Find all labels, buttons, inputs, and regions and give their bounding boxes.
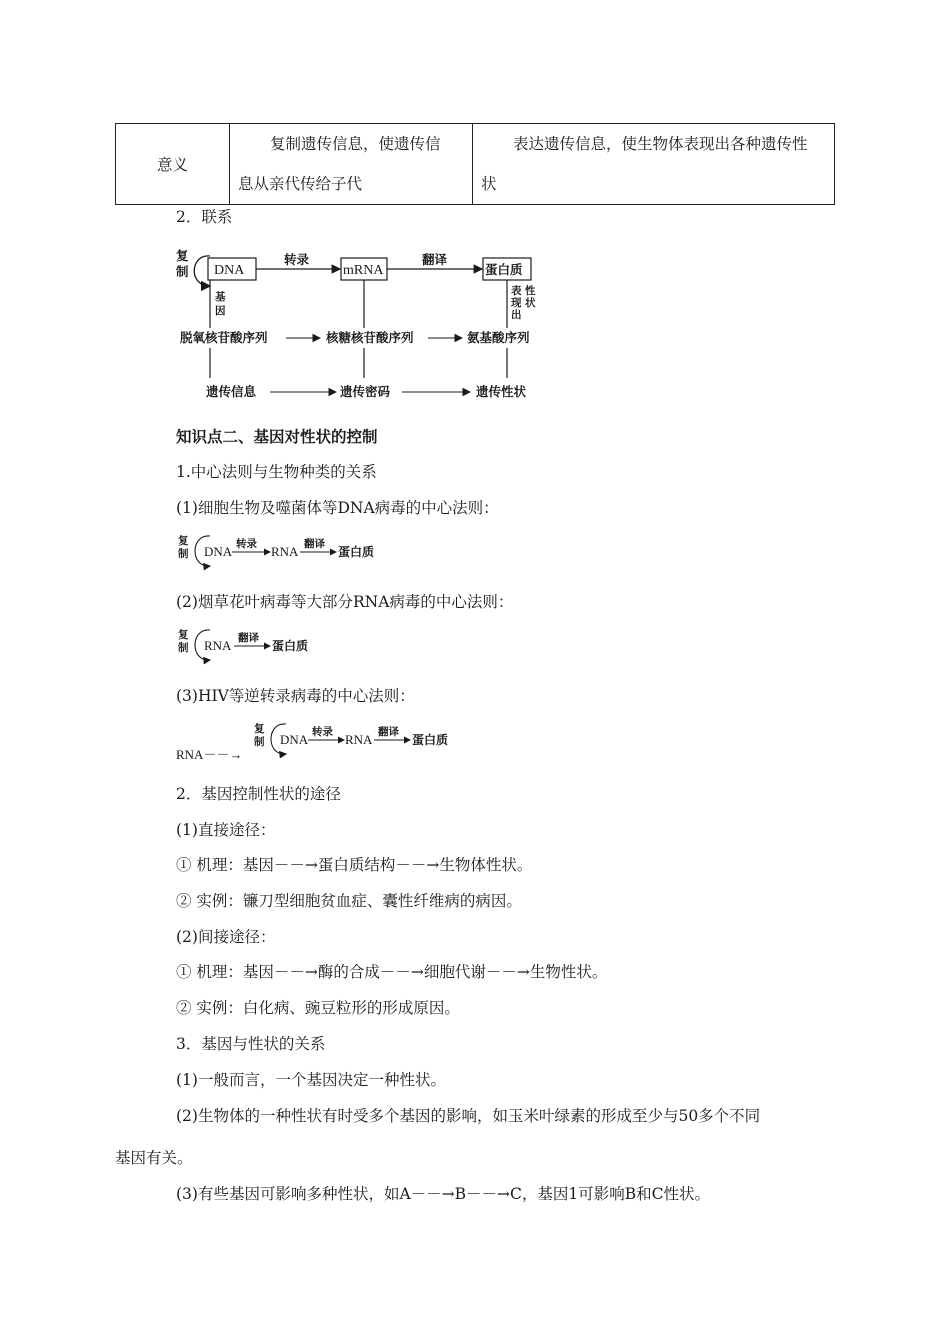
- amino-sequence-label: 氨基酸序列: [467, 330, 530, 345]
- rna-node: RNA: [345, 732, 373, 747]
- protein-node: 蛋白质: [272, 639, 309, 653]
- replication-meaning-line1: 复制遗传信息，使遗传信: [270, 135, 441, 153]
- relation-item-2-line1: (2)生物体的一种性状有时受多个基因的影响，如玉米叶绿素的形成至少与50多个不同: [176, 1107, 761, 1125]
- relation-item-1: (1)一般而言，一个基因决定一种性状。: [176, 1071, 446, 1089]
- dogma-diagram-dna: [176, 530, 396, 572]
- translation-label: 翻译: [378, 726, 399, 738]
- replication-meaning-line2: 息从亲代传给子代: [238, 175, 363, 193]
- replication-bottom: 制: [254, 736, 265, 748]
- gene-trait-relation-heading: 3．基因与性状的关系: [176, 1035, 326, 1053]
- gene-label-bottom: 因: [215, 305, 226, 317]
- genetic-info-label: 遗传信息: [206, 384, 257, 399]
- section-heading-connection: 2．联系: [176, 208, 233, 226]
- replication-bottom: 制: [178, 642, 189, 654]
- comparison-table-row: [115, 123, 835, 205]
- protein-label: 蛋白质: [485, 262, 523, 277]
- item-retrovirus: (3)HIV等逆转录病毒的中心法则：: [176, 687, 415, 705]
- indirect-path-heading: (2)间接途径：: [176, 928, 276, 946]
- dna-node: DNA: [280, 732, 309, 747]
- knowledge-point-title: 知识点二、基因对性状的控制: [176, 427, 378, 446]
- genetic-trait-label: 遗传性状: [476, 384, 527, 399]
- row-label: 意义: [156, 156, 188, 174]
- express-label-col1: 表现出: [511, 285, 522, 321]
- relation-item-3: (3)有些基因可影响多种性状，如A－－→B－－→C，基因1可影响B和C性状。: [176, 1185, 710, 1203]
- replication-label-top: 复: [176, 248, 189, 263]
- transcription-label: 转录: [236, 538, 257, 550]
- central-dogma-heading: 1.中心法则与生物种类的关系: [176, 463, 377, 481]
- replication-top: 复: [178, 535, 189, 547]
- genetic-code-label: 遗传密码: [340, 384, 391, 399]
- direct-mechanism: ① 机理：基因－－→蛋白质结构－－→生物体性状。: [176, 856, 533, 874]
- transcription-label: 转录: [284, 252, 310, 267]
- mrna-label: mRNA: [343, 263, 384, 278]
- rna-node: RNA: [271, 544, 299, 559]
- replication-label-bottom: 制: [176, 264, 189, 279]
- reverse-transcription-prefix: RNA－－→: [176, 747, 243, 762]
- dogma-diagram-retrovirus: [250, 718, 460, 760]
- item-rna-virus: (2)烟草花叶病毒等大部分RNA病毒的中心法则：: [176, 593, 514, 611]
- indirect-mechanism: ① 机理：基因－－→酶的合成－－→细胞代谢－－→生物性状。: [176, 963, 608, 981]
- gene-control-path-heading: 2．基因控制性状的途径: [176, 785, 341, 803]
- replication-meaning-cell: [230, 124, 473, 205]
- protein-node: 蛋白质: [412, 733, 449, 747]
- gene-label-top: 基: [215, 291, 226, 303]
- transcription-label: 转录: [312, 726, 333, 738]
- protein-node: 蛋白质: [338, 545, 375, 559]
- dna-label: DNA: [214, 263, 245, 278]
- expression-meaning-line1: 表达遗传信息，使生物体表现出各种遗传性: [513, 135, 808, 153]
- express-label-col2: 性状: [525, 285, 536, 309]
- replication-bottom: 制: [178, 548, 189, 560]
- direct-example: ② 实例：镰刀型细胞贫血症、囊性纤维病的病因。: [176, 892, 522, 910]
- translation-label: 翻译: [304, 538, 325, 550]
- dna-node: DNA: [204, 544, 233, 559]
- ribo-sequence-label: 核糖核苷酸序列: [326, 330, 414, 345]
- dogma-diagram-rna: [176, 624, 336, 666]
- replication-top: 复: [254, 723, 265, 735]
- dna-rna-protein-diagram: [170, 238, 550, 408]
- translation-label: 翻译: [238, 632, 259, 644]
- replication-top: 复: [178, 629, 189, 641]
- direct-path-heading: (1)直接途径：: [176, 821, 276, 839]
- deoxy-sequence-label: 脱氧核苷酸序列: [180, 330, 268, 345]
- indirect-example: ② 实例：白化病、豌豆粒形的形成原因。: [176, 999, 460, 1017]
- expression-meaning-cell: [473, 124, 835, 205]
- relation-item-2-line2: 基因有关。: [115, 1149, 193, 1167]
- translation-label: 翻译: [422, 252, 448, 267]
- row-label-cell: [116, 124, 230, 205]
- expression-meaning-line2: 状: [481, 175, 497, 193]
- item-cellular-dna-virus: (1)细胞生物及噬菌体等DNA病毒的中心法则：: [176, 499, 499, 517]
- rna-node: RNA: [204, 638, 232, 653]
